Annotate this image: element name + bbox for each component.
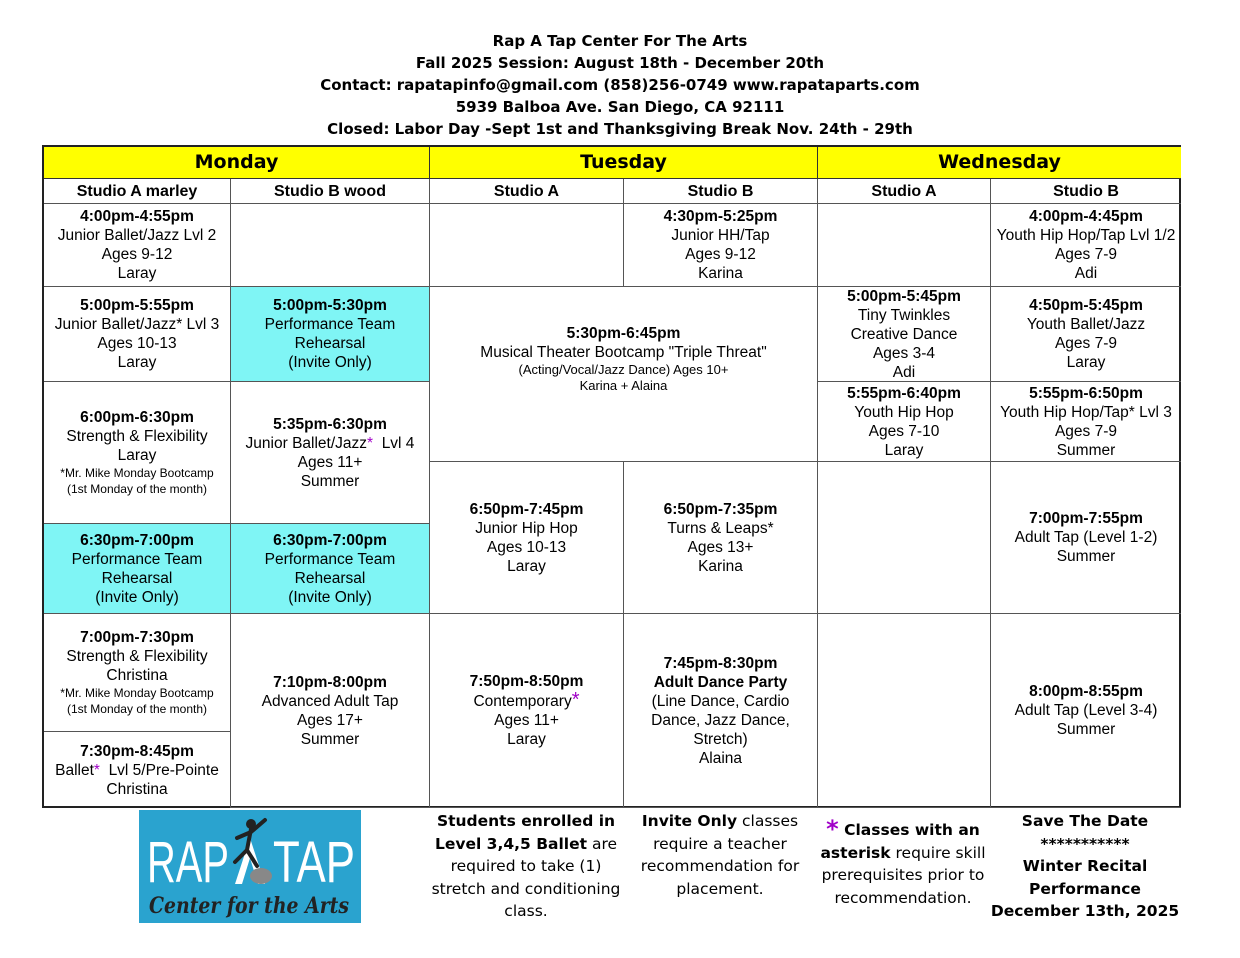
class-name: Youth Hip Hop/Tap Lvl 1/2 <box>996 227 1176 244</box>
class-time: 6:30pm-7:00pm <box>273 531 387 549</box>
class-time: 5:00pm-5:55pm <box>80 297 194 314</box>
closures: Closed: Labor Day -Sept 1st and Thanksgiving Break Nov. 24th - 29th <box>327 120 913 138</box>
class-cell-rehearsal <box>231 287 430 382</box>
studio-header: Studio B <box>624 179 818 204</box>
logo-tagline: Center for the Arts <box>149 893 349 919</box>
invite-only-note: Invite Only classes require a teacher recommendation for placement. <box>640 812 800 898</box>
class-time: 6:50pm-7:45pm <box>469 500 584 518</box>
class-ages: Ages 11+ <box>297 453 363 471</box>
class-ages: Ages 7-9 <box>1054 335 1118 352</box>
class-teacher: Laray <box>507 731 546 748</box>
studio-header: Studio B wood <box>231 179 430 204</box>
class-teacher: Summer <box>1056 441 1116 459</box>
studio-header: Studio A <box>818 179 991 204</box>
empty-cell <box>231 204 430 287</box>
class-note: *Mr. Mike Monday Bootcamp <box>60 466 214 480</box>
class-time: 5:55pm-6:40pm <box>847 384 961 402</box>
address: 5939 Balboa Ave. San Diego, CA 92111 <box>455 98 785 116</box>
class-teacher: Laray <box>1066 354 1106 371</box>
day-header-monday: Monday <box>44 147 430 179</box>
class-time: 7:00pm-7:30pm <box>80 629 194 646</box>
class-cell <box>430 614 624 808</box>
class-teacher: Laray <box>884 441 924 459</box>
class-time: 7:00pm-7:55pm <box>1029 510 1143 527</box>
class-ages: Ages 11+ <box>494 712 559 729</box>
class-ages: Ages 3-4 <box>872 344 936 362</box>
class-time: 5:00pm-5:30pm <box>273 297 387 314</box>
class-name: Youth Hip Hop <box>854 403 954 421</box>
class-name: Youth Ballet/Jazz <box>1026 316 1146 333</box>
class-ages: Ages 7-9 <box>1054 246 1118 263</box>
class-time: 5:00pm-5:45pm <box>847 287 961 305</box>
tap-shoe-icon <box>250 868 272 884</box>
class-name: Contemporary* <box>473 689 580 711</box>
class-teacher: Summer <box>1056 721 1116 738</box>
class-time: 6:00pm-6:30pm <box>80 409 194 426</box>
class-detail: Rehearsal <box>294 335 366 352</box>
class-name: Advanced Adult Tap <box>261 692 399 710</box>
class-detail: (Line Dance, Cardio <box>651 692 790 710</box>
class-teacher: Karina <box>698 265 743 282</box>
class-name: Ballet* Lvl 5/Pre-Pointe <box>55 761 219 779</box>
class-cell-rehearsal <box>44 524 231 614</box>
class-cell <box>991 382 1181 462</box>
studio-header: Studio B <box>991 179 1181 204</box>
logo-graphic <box>139 810 361 923</box>
class-name: Adult Tap (Level 1-2) <box>1014 529 1158 546</box>
class-cell <box>231 614 430 808</box>
class-teacher: Karina + Alaina <box>579 378 668 393</box>
class-teacher: Laray <box>117 447 157 464</box>
day-header-wednesday: Wednesday <box>818 147 1181 179</box>
class-teacher: Summer <box>300 472 360 490</box>
class-time: 4:50pm-5:45pm <box>1029 297 1143 314</box>
asterisk-mark: * <box>93 761 100 779</box>
class-teacher: Christina <box>106 667 168 684</box>
class-name: Adult Tap (Level 3-4) <box>1014 702 1158 719</box>
asterisk-mark: * <box>571 689 580 711</box>
class-detail: (Acting/Vocal/Jazz Dance) Ages 10+ <box>518 362 729 377</box>
class-time: 4:00pm-4:45pm <box>1029 208 1143 225</box>
class-cell <box>818 382 991 462</box>
class-ages: Ages 7-9 <box>1054 422 1118 440</box>
class-time: 7:45pm-8:30pm <box>663 654 778 672</box>
class-cell <box>991 204 1181 287</box>
asterisk-note: * Classes with an asterisk require skill prerequisites prior to recommendation. <box>820 815 986 907</box>
empty-cell <box>430 204 624 287</box>
class-name: Performance Team <box>71 550 203 568</box>
class-cell <box>231 382 430 524</box>
class-time: 5:35pm-6:30pm <box>273 415 387 433</box>
class-name: Musical Theater Bootcamp "Triple Threat" <box>480 344 767 361</box>
logo-word-tap: TAP <box>273 830 355 895</box>
empty-cell <box>818 462 991 614</box>
schedule-table <box>42 145 1181 808</box>
class-teacher: Karina <box>698 557 743 575</box>
class-teacher: Laray <box>117 265 157 282</box>
class-cell <box>44 614 231 732</box>
class-ages: Ages 9-12 <box>685 246 756 263</box>
class-cell-musical-theater <box>430 287 818 462</box>
class-note: (1st Monday of the month) <box>66 702 208 716</box>
class-detail: (Invite Only) <box>95 588 179 606</box>
class-teacher: Laray <box>507 557 546 575</box>
class-cell <box>44 204 231 287</box>
class-name: Junior Ballet/Jazz* Lvl 3 <box>54 316 220 333</box>
class-teacher: Summer <box>300 730 360 748</box>
class-time: 7:30pm-8:45pm <box>80 742 194 760</box>
class-cell <box>430 462 624 614</box>
class-name: Junior Hip Hop <box>475 519 578 537</box>
save-the-date-note: Save The Date *********** Winter Recital Performance December 13th, 2025 <box>990 812 1180 920</box>
studio-header: Studio A <box>430 179 624 204</box>
class-name: Performance Team <box>264 550 396 568</box>
class-time: 7:50pm-8:50pm <box>469 673 584 690</box>
class-ages: Ages 17+ <box>297 711 363 729</box>
class-name: Performance Team <box>264 316 396 333</box>
class-name: Tiny Twinkles <box>857 306 951 324</box>
asterisk-mark: * <box>367 434 374 452</box>
class-time: 6:50pm-7:35pm <box>663 500 778 518</box>
class-time: 5:55pm-6:50pm <box>1029 384 1143 402</box>
class-cell <box>44 382 231 524</box>
class-detail: (Invite Only) <box>288 354 372 371</box>
class-ages: Ages 9-12 <box>101 246 173 263</box>
class-detail: Dance, Jazz Dance, <box>651 711 790 729</box>
empty-cell <box>818 614 991 808</box>
class-teacher: Adi <box>1074 265 1098 282</box>
class-name: Adult Dance Party <box>653 673 788 691</box>
class-name: Strength & Flexibility <box>66 648 208 665</box>
class-detail: (Invite Only) <box>288 588 372 606</box>
class-name: Junior Ballet/Jazz Lvl 2 <box>57 227 217 244</box>
contact-info: Contact: rapatapinfo@gmail.com (858)256-0749 www.rapataparts.com <box>320 76 920 94</box>
class-detail: Rehearsal <box>294 569 366 587</box>
class-detail: Creative Dance <box>850 325 958 343</box>
class-cell <box>44 287 231 382</box>
class-cell <box>818 287 991 382</box>
class-ages: Ages 7-10 <box>868 422 940 440</box>
class-cell <box>624 614 818 808</box>
class-teacher: Adi <box>892 363 916 381</box>
class-teacher: Christina <box>106 780 168 798</box>
logo-word-rap: RAP <box>147 830 229 895</box>
class-cell <box>991 287 1181 382</box>
school-name: Rap A Tap Center For The Arts <box>492 32 748 50</box>
class-ages: Ages 13+ <box>687 538 754 556</box>
class-time: 4:30pm-5:25pm <box>663 208 778 225</box>
class-detail: Rehearsal <box>101 569 173 587</box>
class-detail: Stretch) <box>693 730 748 748</box>
studio-header: Studio A marley <box>44 179 231 204</box>
class-teacher: Summer <box>1056 548 1116 565</box>
class-name: Junior HH/Tap <box>671 227 770 244</box>
class-time: 7:10pm-8:00pm <box>273 673 387 691</box>
empty-cell <box>818 204 991 287</box>
class-cell <box>991 462 1181 614</box>
class-cell <box>624 462 818 614</box>
class-cell-rehearsal <box>231 524 430 614</box>
class-name: Strength & Flexibility <box>66 428 208 445</box>
session-dates: Fall 2025 Session: August 18th - December 20th <box>415 54 825 72</box>
class-cell <box>991 614 1181 808</box>
class-cell <box>44 732 231 808</box>
class-time: 6:30pm-7:00pm <box>80 531 194 549</box>
class-time: 8:00pm-8:55pm <box>1029 683 1143 700</box>
class-name: Junior Ballet/Jazz* Lvl 4 <box>245 434 415 452</box>
schedule-header <box>0 30 1240 140</box>
class-name: Turns & Leaps* <box>667 519 774 537</box>
ballet-stretch-note: Students enrolled in Level 3,4,5 Ballet are required to take (1) stretch and conditioning class. <box>431 812 621 920</box>
class-teacher: Alaina <box>698 749 743 767</box>
asterisk-icon: * <box>826 815 839 843</box>
day-header-tuesday: Tuesday <box>430 147 818 179</box>
class-ages: Ages 10-13 <box>97 335 177 352</box>
class-note: (1st Monday of the month) <box>66 482 208 496</box>
class-name: Youth Hip Hop/Tap* Lvl 3 <box>1000 403 1172 421</box>
class-note: *Mr. Mike Monday Bootcamp <box>60 686 214 700</box>
class-time: 5:30pm-6:45pm <box>566 325 681 342</box>
rap-a-tap-logo <box>139 810 361 923</box>
class-teacher: Laray <box>117 354 157 371</box>
class-ages: Ages 10-13 <box>486 538 567 556</box>
class-time: 4:00pm-4:55pm <box>80 208 194 225</box>
class-cell <box>624 204 818 287</box>
